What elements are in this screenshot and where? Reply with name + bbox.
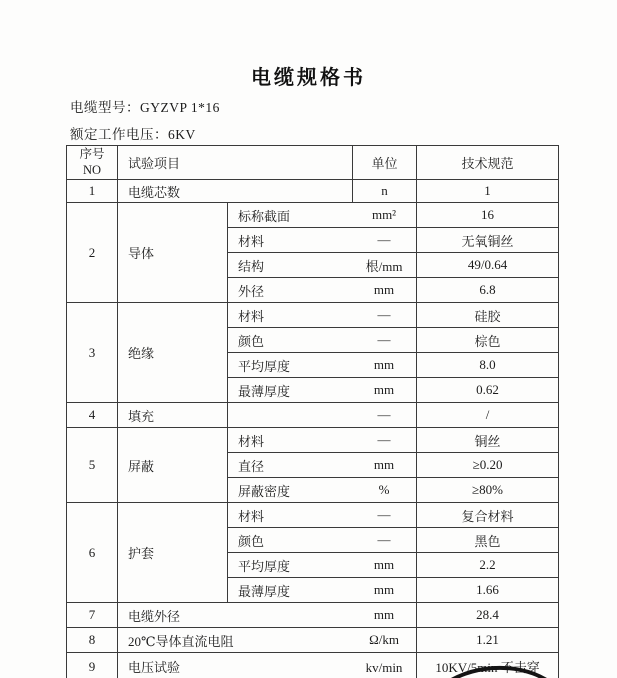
cell-sub xyxy=(118,628,417,653)
cell-sub xyxy=(228,553,417,578)
cell-sub xyxy=(228,278,417,303)
cell-unit: — xyxy=(377,332,391,347)
row-number: 1 xyxy=(67,180,118,203)
cell-value: 复合材料 xyxy=(417,503,559,528)
cell-sub xyxy=(228,428,417,453)
cell-value: 6.8 xyxy=(417,278,559,303)
header-no-line2: NO xyxy=(82,162,102,177)
cell-sub xyxy=(228,353,417,378)
cell-unit: — xyxy=(377,507,391,522)
cell-label: 外径 xyxy=(238,283,265,299)
spec-table xyxy=(66,145,559,678)
cell-value: ≥0.20 xyxy=(417,453,559,478)
cell-value: ≥80% xyxy=(417,478,559,503)
table-row xyxy=(67,503,559,528)
cell-unit: % xyxy=(378,482,390,497)
rated-voltage-line xyxy=(70,123,196,143)
cell-sub xyxy=(228,328,417,353)
cell-label: 20℃导体直流电阻 xyxy=(128,633,234,649)
header-no-line1: 序号 xyxy=(79,146,105,161)
row-number: 2 xyxy=(67,203,118,303)
cell-sub xyxy=(228,528,417,553)
row-number: 7 xyxy=(67,603,118,628)
cell-value: 49/0.64 xyxy=(417,253,559,278)
cell-sub xyxy=(228,403,417,428)
cell-value: 8.0 xyxy=(417,353,559,378)
row-number: 9 xyxy=(67,653,118,678)
cell-unit: — xyxy=(377,432,391,447)
cell-label: 结构 xyxy=(238,258,265,274)
cell-sub xyxy=(228,228,417,253)
cell-unit: — xyxy=(377,532,391,547)
cable-model-value: GYZVP 1*16 xyxy=(140,100,220,115)
section-name: 填充 xyxy=(118,403,228,428)
row-number: 4 xyxy=(67,403,118,428)
cell-unit: mm xyxy=(373,607,395,622)
cell-label: 电压试验 xyxy=(128,660,181,675)
cell-value: 2.2 xyxy=(417,553,559,578)
cell-value: 1.66 xyxy=(417,578,559,603)
cell-unit: mm xyxy=(373,382,395,397)
rated-voltage-label: 额定工作电压： xyxy=(70,127,168,142)
cell-sub xyxy=(228,453,417,478)
header-unit: 单位 xyxy=(353,146,417,180)
table-row xyxy=(67,303,559,328)
cell-unit: kv/min xyxy=(365,660,403,675)
cell-label: 最薄厚度 xyxy=(238,583,291,599)
cell-sub xyxy=(228,378,417,403)
section-name: 护套 xyxy=(118,503,228,603)
cell-sub xyxy=(118,603,417,628)
table-row xyxy=(67,628,559,653)
section-name: 导体 xyxy=(118,203,228,303)
cell-unit: — xyxy=(377,307,391,322)
cell-label: 材料 xyxy=(238,433,265,449)
cell-unit: mm xyxy=(373,282,395,297)
table-row xyxy=(67,180,559,203)
cell-value: 铜丝 xyxy=(417,428,559,453)
header-no xyxy=(67,146,118,180)
cell-value: 28.4 xyxy=(417,603,559,628)
cell-value: 无氧铜丝 xyxy=(417,228,559,253)
cell-unit: mm² xyxy=(371,207,397,222)
cell-label: 颜色 xyxy=(238,533,265,549)
cell-label: 最薄厚度 xyxy=(238,383,291,399)
table-row xyxy=(67,603,559,628)
cell-label: 电缆芯数 xyxy=(118,180,353,203)
section-name: 绝缘 xyxy=(118,303,228,403)
cell-value: 硅胶 xyxy=(417,303,559,328)
cable-model-label: 电缆型号： xyxy=(70,100,140,115)
cell-label: 标称截面 xyxy=(238,208,291,224)
table-row xyxy=(67,428,559,453)
rated-voltage-value: 6KV xyxy=(168,127,196,142)
cell-value: 1.21 xyxy=(417,628,559,653)
cell-unit: mm xyxy=(373,357,395,372)
cell-unit: — xyxy=(377,407,391,422)
row-number: 8 xyxy=(67,628,118,653)
cable-model-line xyxy=(70,96,220,116)
cell-label: 电缆外径 xyxy=(128,608,181,624)
section-name: 屏蔽 xyxy=(118,428,228,503)
cell-unit: 根/mm xyxy=(365,258,403,274)
header-spec: 技术规范 xyxy=(417,146,559,180)
cell-label: 平均厚度 xyxy=(238,358,291,374)
cell-unit: mm xyxy=(373,557,395,572)
cell-label: 颜色 xyxy=(238,333,265,349)
row-number: 5 xyxy=(67,428,118,503)
cell-sub xyxy=(228,478,417,503)
cell-sub xyxy=(228,303,417,328)
cell-value: 16 xyxy=(417,203,559,228)
table-row xyxy=(67,403,559,428)
cell-sub xyxy=(228,253,417,278)
cell-value: 棕色 xyxy=(417,328,559,353)
cell-value: 黑色 xyxy=(417,528,559,553)
cell-label: 材料 xyxy=(238,508,265,524)
cell-unit: — xyxy=(377,232,391,247)
cell-label: 屏蔽密度 xyxy=(238,483,291,499)
header-item: 试验项目 xyxy=(118,146,353,180)
row-number: 6 xyxy=(67,503,118,603)
cell-value: 10KV/5min 不击穿 xyxy=(417,653,559,678)
cell-label: 直径 xyxy=(238,458,265,474)
cell-unit: mm xyxy=(373,457,395,472)
cell-unit: Ω/km xyxy=(369,632,399,647)
row-number: 3 xyxy=(67,303,118,403)
cell-sub xyxy=(118,653,417,678)
table-header-row xyxy=(67,146,559,180)
cell-label: 平均厚度 xyxy=(238,558,291,574)
cell-unit: mm xyxy=(373,582,395,597)
cell-sub xyxy=(228,578,417,603)
page-title: 电缆规格书 xyxy=(251,67,366,89)
cell-sub xyxy=(228,203,417,228)
cell-value: 1 xyxy=(417,180,559,203)
cell-label: 材料 xyxy=(238,308,265,324)
cell-value: 0.62 xyxy=(417,378,559,403)
cell-value: / xyxy=(417,403,559,428)
table-row xyxy=(67,203,559,228)
cell-unit: n xyxy=(353,180,417,203)
cell-sub xyxy=(228,503,417,528)
cell-label: 材料 xyxy=(238,233,265,249)
